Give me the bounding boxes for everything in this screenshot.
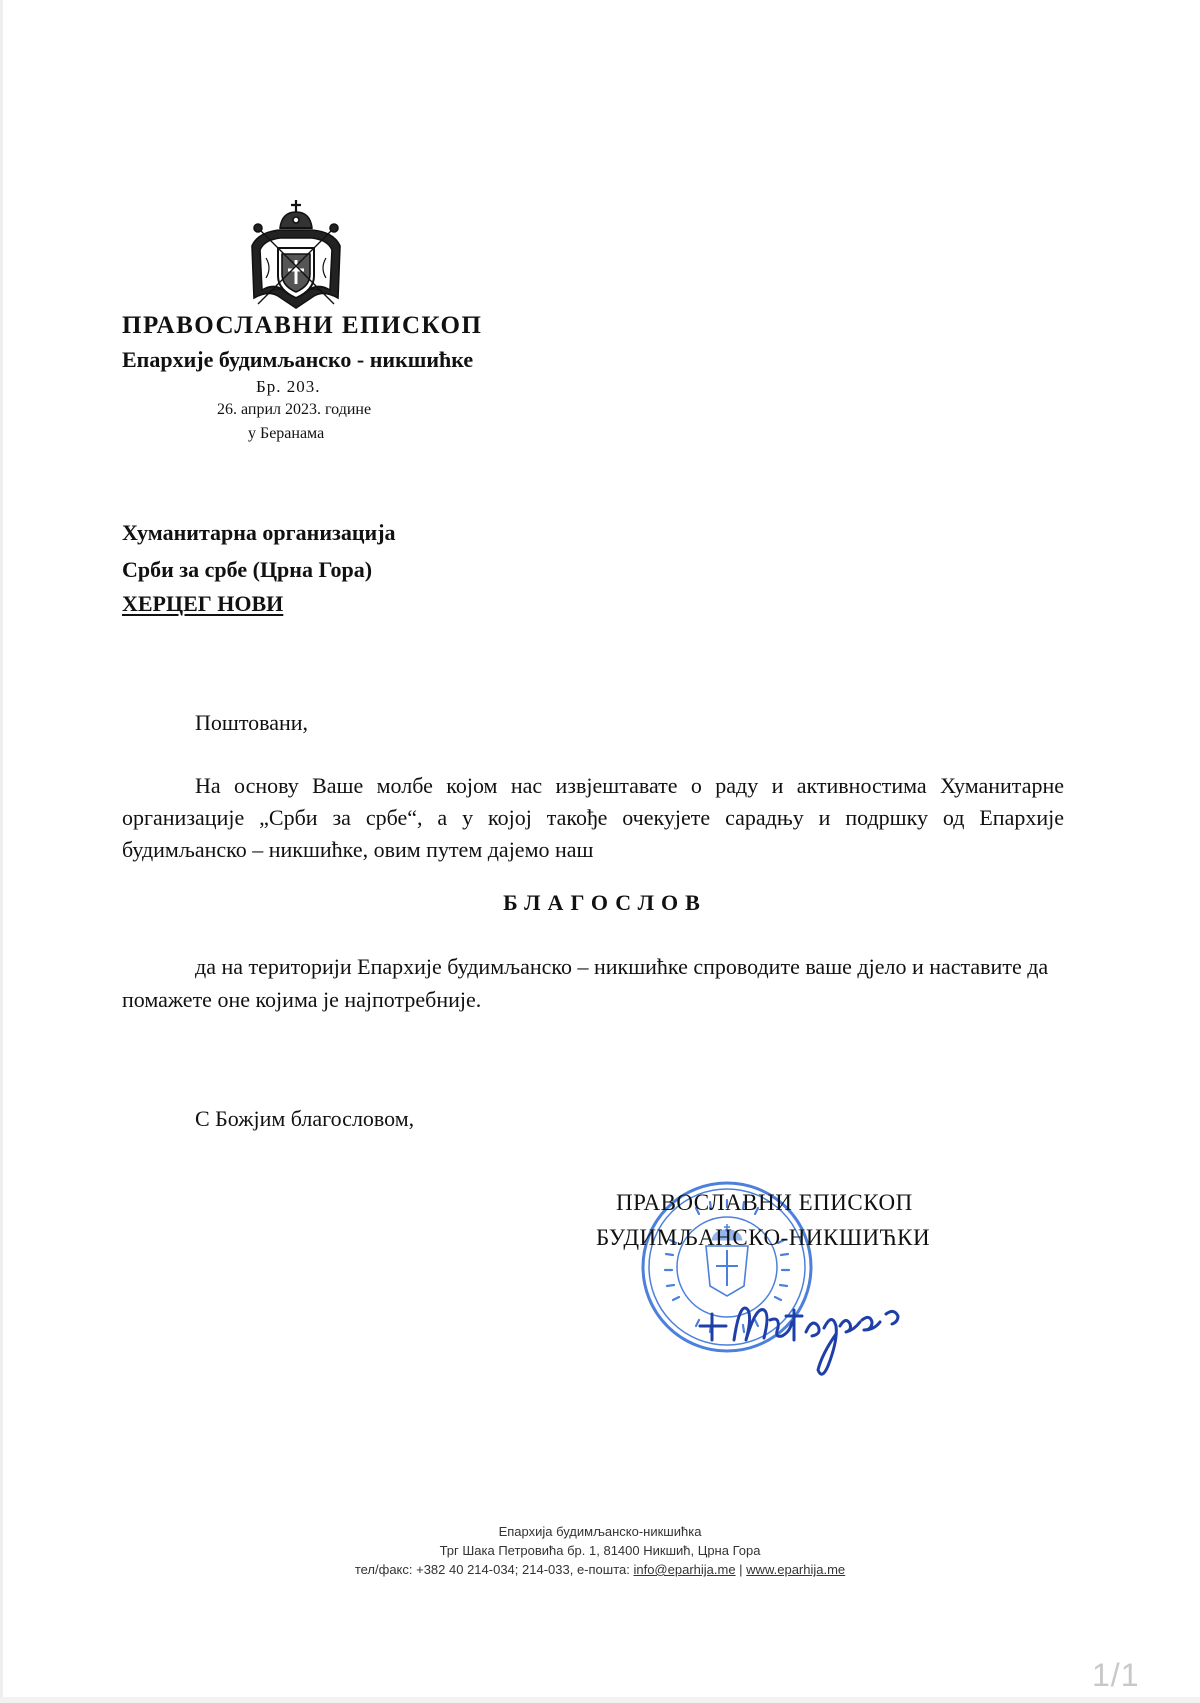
footer-email-link[interactable]: info@eparhija.me xyxy=(633,1562,736,1577)
handwritten-signature-icon xyxy=(690,1270,910,1380)
footer-phone: тел/факс: +382 40 214-034; 214-033, е-пошта: xyxy=(354,1562,634,1577)
footer-website-link[interactable]: www.eparhija.me xyxy=(746,1562,846,1577)
viewer-bottom-bar xyxy=(0,1697,1200,1703)
blessing-heading: БЛАГОСЛОВ xyxy=(503,890,707,915)
greeting: Поштовани, xyxy=(195,710,309,735)
document-date: 26. април 2023. године xyxy=(217,401,372,418)
footer-separator: | xyxy=(735,1562,747,1577)
letterhead-title: ПРАВОСЛАВНИ ЕПИСКОП xyxy=(122,312,483,339)
footer-contact xyxy=(0,1562,1200,1577)
document-place: у Беранама xyxy=(248,425,325,442)
page-indicator: 1/1 xyxy=(1092,1657,1140,1693)
page-edge xyxy=(0,0,3,1703)
recipient-line-1: Хуманитарна организација xyxy=(122,520,396,545)
body-paragraph-2: да на територији Епархије будимљанско – никшићке спроводите ваше дјело и наставите да помажете оне којима је најпотребније. xyxy=(122,954,1049,1012)
footer-organization: Епархија будимљанско-никшићка xyxy=(498,1524,702,1539)
document-number: Бр. 203. xyxy=(256,377,321,396)
signature-title-line-1: ПРАВОСЛАВНИ ЕПИСКОП xyxy=(616,1190,913,1215)
footer-address: Трг Шака Петровића бр. 1, 81400 Никшић, Црна Гора xyxy=(439,1543,761,1558)
signature-title-line-2: БУДИМЉАНСКО-НИКШИЋКИ xyxy=(596,1225,931,1250)
letterhead-subtitle: Епархије будимљанско - никшићке xyxy=(122,347,474,372)
coat-of-arms-icon xyxy=(244,198,348,313)
recipient-city: ХЕРЦЕГ НОВИ xyxy=(122,591,284,616)
body-paragraph-1: На основу Ваше молбе којом нас извјештавате о раду и активностима Хуманитарне организације „Срби за србе“, а у којој такође очекујете сарадњу и подршку од Епархије будимљанско – никшићке, овим путем дајемо наш xyxy=(122,773,1064,862)
closing-salutation: С Божјим благословом, xyxy=(195,1106,415,1131)
recipient-line-2: Срби за србе (Црна Гора) xyxy=(122,557,373,582)
